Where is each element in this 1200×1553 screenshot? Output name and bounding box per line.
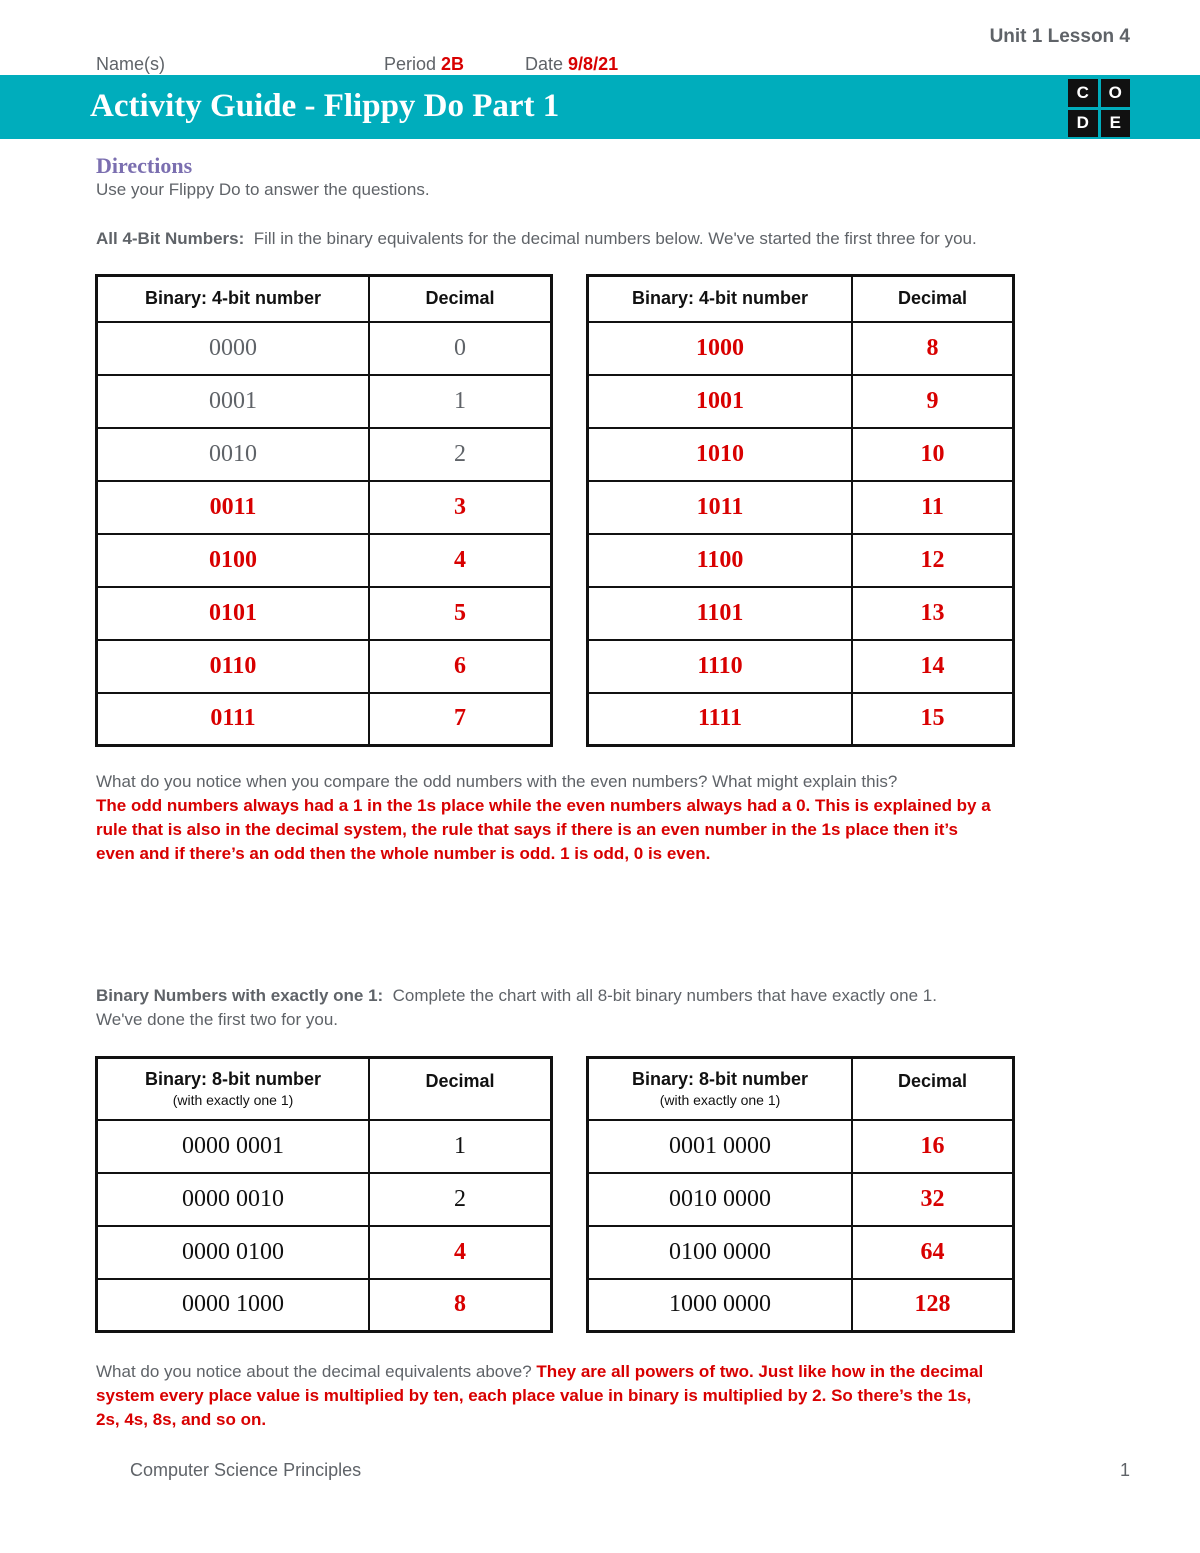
decimal-cell: 2 — [369, 1173, 552, 1226]
decimal-cell: 11 — [852, 481, 1014, 534]
col-header-binary: Binary: 4-bit number — [97, 276, 370, 322]
section1-answer-line-2: rule that is also in the decimal system, the rule that says if there is an even number in the 1s place then it’s — [96, 820, 958, 839]
col-header-binary-label: Binary: 8-bit number — [144, 1069, 322, 1090]
table-row — [97, 587, 552, 640]
decimal-cell: 0 — [369, 322, 552, 375]
table-row — [97, 1173, 552, 1226]
table-row — [588, 1226, 1014, 1279]
binary-cell: 0010 — [97, 428, 370, 481]
footer-page-number: 1 — [1119, 1460, 1130, 1480]
logo-letter-c: C — [1068, 79, 1098, 107]
table-row — [588, 375, 1014, 428]
decimal-cell: 13 — [852, 587, 1014, 640]
binary-cell: 0011 — [97, 481, 370, 534]
binary-cell: 1100 — [588, 534, 853, 587]
section1-label: All 4-Bit Numbers: — [96, 229, 245, 248]
binary-cell: 0100 0000 — [588, 1226, 853, 1279]
logo-letter-e: E — [1101, 110, 1131, 138]
table-row — [97, 428, 552, 481]
binary-cell: 1011 — [588, 481, 853, 534]
binary-cell: 0101 — [97, 587, 370, 640]
table-row — [97, 1279, 552, 1332]
col-header-binary-sub: (with exactly one 1) — [659, 1092, 781, 1109]
section2-question-line — [96, 1360, 983, 1384]
decimal-cell: 64 — [852, 1226, 1014, 1279]
decimal-cell: 2 — [369, 428, 552, 481]
decimal-cell: 32 — [852, 1173, 1014, 1226]
table-8bit-right — [586, 1056, 1015, 1333]
table-row — [588, 1279, 1014, 1332]
table-8bit-left — [95, 1056, 553, 1333]
decimal-cell: 1 — [369, 1120, 552, 1173]
col-header-decimal: Decimal — [852, 1058, 1014, 1120]
decimal-cell: 8 — [369, 1279, 552, 1332]
binary-cell: 0110 — [97, 640, 370, 693]
logo-letter-d: D — [1068, 110, 1098, 138]
section2-question: What do you notice about the decimal equivalents above? — [96, 1362, 532, 1381]
table-row — [588, 1120, 1014, 1173]
directions-heading: Directions — [96, 153, 193, 178]
table-row — [97, 375, 552, 428]
col-header-binary — [97, 1058, 370, 1120]
decimal-cell: 3 — [369, 481, 552, 534]
table-row — [97, 1226, 552, 1279]
col-header-decimal: Decimal — [852, 276, 1014, 322]
table-4bit-left — [95, 274, 553, 747]
binary-cell: 0000 — [97, 322, 370, 375]
table-row — [97, 481, 552, 534]
col-header-binary-sub: (with exactly one 1) — [172, 1092, 294, 1109]
page-title: Activity Guide - Flippy Do Part 1 — [90, 88, 560, 124]
binary-cell: 0000 1000 — [97, 1279, 370, 1332]
section1-answer-line-3: even and if there’s an odd then the whole number is odd. 1 is odd, 0 is even. — [96, 844, 711, 863]
section2-label: Binary Numbers with exactly one 1: — [96, 986, 384, 1005]
directions-text: Use your Flippy Do to answer the questions. — [96, 180, 430, 199]
table-row — [97, 534, 552, 587]
col-header-binary-label: Binary: 8-bit number — [631, 1069, 809, 1090]
table-row — [588, 428, 1014, 481]
table-row — [588, 322, 1014, 375]
table-4bit-right — [586, 274, 1015, 747]
section2-answer-line-1: system every place value is multiplied by ten, each place value in binary is multiplied by 2. So there’s the 1s, — [96, 1386, 972, 1405]
decimal-cell: 15 — [852, 693, 1014, 746]
decimal-cell: 4 — [369, 534, 552, 587]
decimal-cell: 16 — [852, 1120, 1014, 1173]
table-row — [588, 640, 1014, 693]
footer-course: Computer Science Principles — [130, 1460, 362, 1480]
section1-instructions — [96, 227, 977, 251]
section2-instructions — [96, 984, 937, 1008]
table-row — [588, 481, 1014, 534]
binary-cell: 1110 — [588, 640, 853, 693]
binary-cell: 0000 0100 — [97, 1226, 370, 1279]
table-row — [588, 1173, 1014, 1226]
section2-answer-line-2: 2s, 4s, 8s, and so on. — [96, 1410, 267, 1429]
col-header-binary — [588, 1058, 853, 1120]
binary-cell: 0000 0001 — [97, 1120, 370, 1173]
date-value: 9/8/21 — [568, 54, 619, 74]
binary-cell: 1101 — [588, 587, 853, 640]
section1-answer-line-1: The odd numbers always had a 1 in the 1s place while the even numbers always had a 0. This is explained by a — [96, 796, 991, 815]
col-header-binary: Binary: 4-bit number — [588, 276, 853, 322]
col-header-decimal: Decimal — [369, 1058, 552, 1120]
table-row — [588, 534, 1014, 587]
table-row — [588, 693, 1014, 746]
binary-cell: 1000 — [588, 322, 853, 375]
binary-cell: 0001 0000 — [588, 1120, 853, 1173]
table-row — [97, 1120, 552, 1173]
col-header-decimal: Decimal — [369, 276, 552, 322]
section2-answer-first: They are all powers of two. Just like how in the decimal — [536, 1362, 984, 1381]
period-field — [384, 54, 464, 75]
section1-text: Fill in the binary equivalents for the decimal numbers below. We've started the first three for you. — [253, 229, 977, 248]
decimal-cell: 14 — [852, 640, 1014, 693]
period-value: 2B — [441, 54, 465, 74]
unit-lesson-label: Unit 1 Lesson 4 — [989, 26, 1130, 47]
table-row — [97, 640, 552, 693]
decimal-cell: 1 — [369, 375, 552, 428]
decimal-cell: 9 — [852, 375, 1014, 428]
binary-cell: 0001 — [97, 375, 370, 428]
code-logo — [1068, 79, 1130, 137]
binary-cell: 1001 — [588, 375, 853, 428]
binary-cell: 0000 0010 — [97, 1173, 370, 1226]
binary-cell: 1010 — [588, 428, 853, 481]
period-label: Period — [384, 54, 437, 74]
binary-cell: 0111 — [97, 693, 370, 746]
decimal-cell: 7 — [369, 693, 552, 746]
decimal-cell: 6 — [369, 640, 552, 693]
decimal-cell: 12 — [852, 534, 1014, 587]
logo-letter-o: O — [1101, 79, 1131, 107]
binary-cell: 1000 0000 — [588, 1279, 853, 1332]
table-row — [588, 587, 1014, 640]
decimal-cell: 10 — [852, 428, 1014, 481]
decimal-cell: 5 — [369, 587, 552, 640]
section1-question: What do you notice when you compare the odd numbers with the even numbers? What might explain this? — [96, 772, 898, 791]
binary-cell: 1111 — [588, 693, 853, 746]
section2-text: Complete the chart with all 8-bit binary numbers that have exactly one 1. — [392, 986, 937, 1005]
date-label: Date — [525, 54, 564, 74]
binary-cell: 0100 — [97, 534, 370, 587]
table-row — [97, 322, 552, 375]
binary-cell: 0010 0000 — [588, 1173, 853, 1226]
table-row — [97, 693, 552, 746]
decimal-cell: 128 — [852, 1279, 1014, 1332]
date-field — [525, 54, 618, 75]
names-label: Name(s) — [96, 54, 166, 74]
decimal-cell: 4 — [369, 1226, 552, 1279]
section2-text-2: We've done the first two for you. — [96, 1010, 338, 1029]
decimal-cell: 8 — [852, 322, 1014, 375]
